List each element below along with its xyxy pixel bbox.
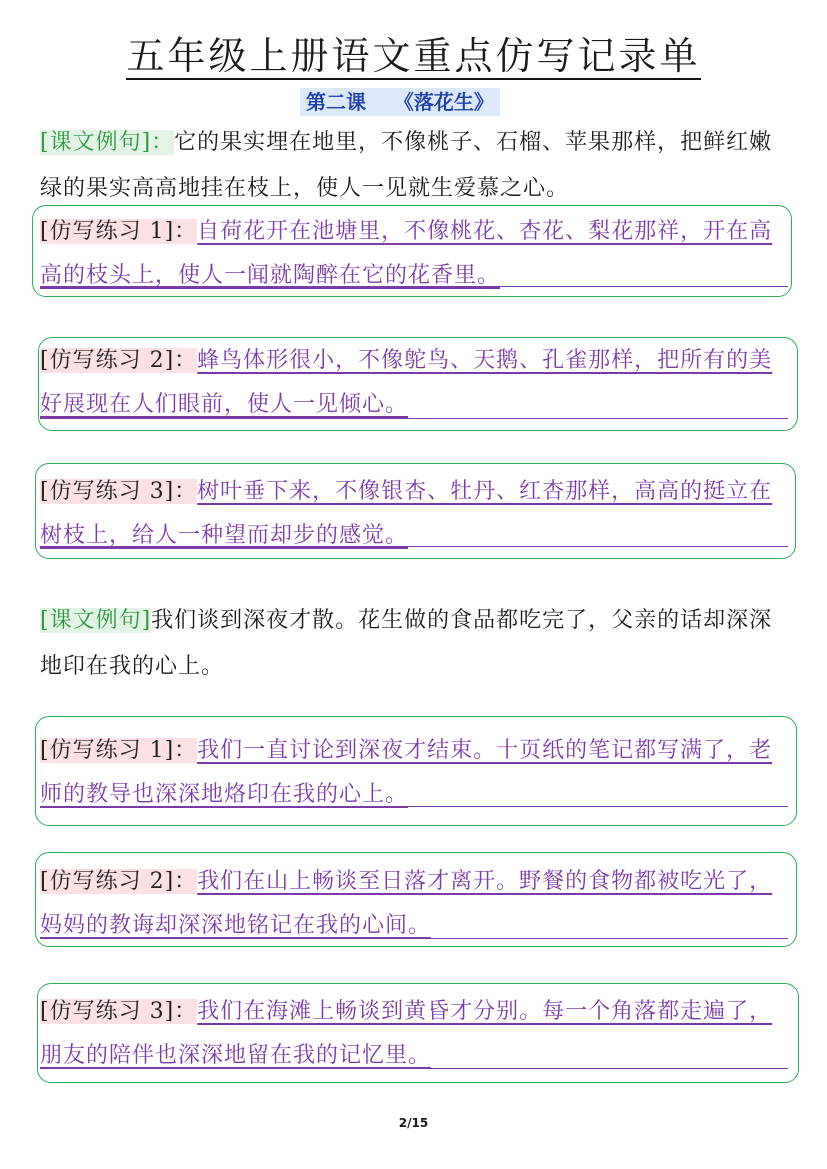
answer-line [40,938,788,939]
exercise-label: [仿写练习 2]： [40,869,198,894]
exercise-1-3 [40,470,788,558]
exercise-label: [仿写练习 3]： [40,999,198,1024]
exercise-label: [仿写练习 1]： [40,738,198,763]
exercise-answer: 我们在山上畅谈至日落才离开。野餐的食物都被吃光了，妈妈的教诲却深深地铭记在我的心间。 [40,869,773,938]
exercise-answer: 蜂鸟体形很小，不像鸵鸟、天鹅、孔雀那样，把所有的美好展现在人们眼前，使人一见倾心。 [40,348,773,417]
lesson-subtitle: 第二课 《落花生》 [300,88,500,116]
exercise-label: [仿写练习 2]： [40,348,198,373]
exercise-label: [仿写练习 1]： [40,219,198,244]
example-sentence-2 [40,598,790,690]
exercise-answer: 我们在海滩上畅谈到黄昏才分别。每一个角落都走遍了，朋友的陪伴也深深地留在我的记忆里。 [40,999,773,1068]
exercise-2-1 [40,729,788,817]
page-title: 五年级上册语文重点仿写记录单 [126,34,701,78]
answer-line [40,286,788,287]
example-tag: [课文例句] [40,608,152,633]
answer-line [40,418,788,419]
exercise-1-2 [40,339,788,427]
answer-line [40,546,788,547]
exercise-answer: 我们一直讨论到深夜才结束。十页纸的笔记都写满了，老师的教导也深深地烙印在我的心上。 [40,738,773,807]
example-tag: [课文例句]： [40,130,175,155]
exercise-1-1 [40,210,788,298]
exercise-answer: 自荷花开在池塘里，不像桃花、杏花、梨花那祥，开在高高的枝头上，使人一闻就陶醉在它的花香里。 [40,219,773,288]
exercise-2-2 [40,860,788,948]
exercise-2-3 [40,990,788,1078]
example-sentence-1 [40,120,790,212]
answer-line [40,806,788,807]
example-text: 我们谈到深夜才散。花生做的食品都吃完了，父亲的话却深深地印在我的心上。 [40,608,773,679]
answer-line [40,1068,788,1069]
exercise-label: [仿写练习 3]： [40,479,198,504]
page-number: 2/15 [398,1116,429,1130]
exercise-answer: 树叶垂下来，不像银杏、牡丹、红杏那样，高高的挺立在树枝上，给人一种望而却步的感觉。 [40,479,773,548]
example-text: 它的果实埋在地里，不像桃子、石榴、苹果那样，把鲜红嫩绿的果实高高地挂在枝上，使人一见就生爱慕之心。 [40,130,773,201]
